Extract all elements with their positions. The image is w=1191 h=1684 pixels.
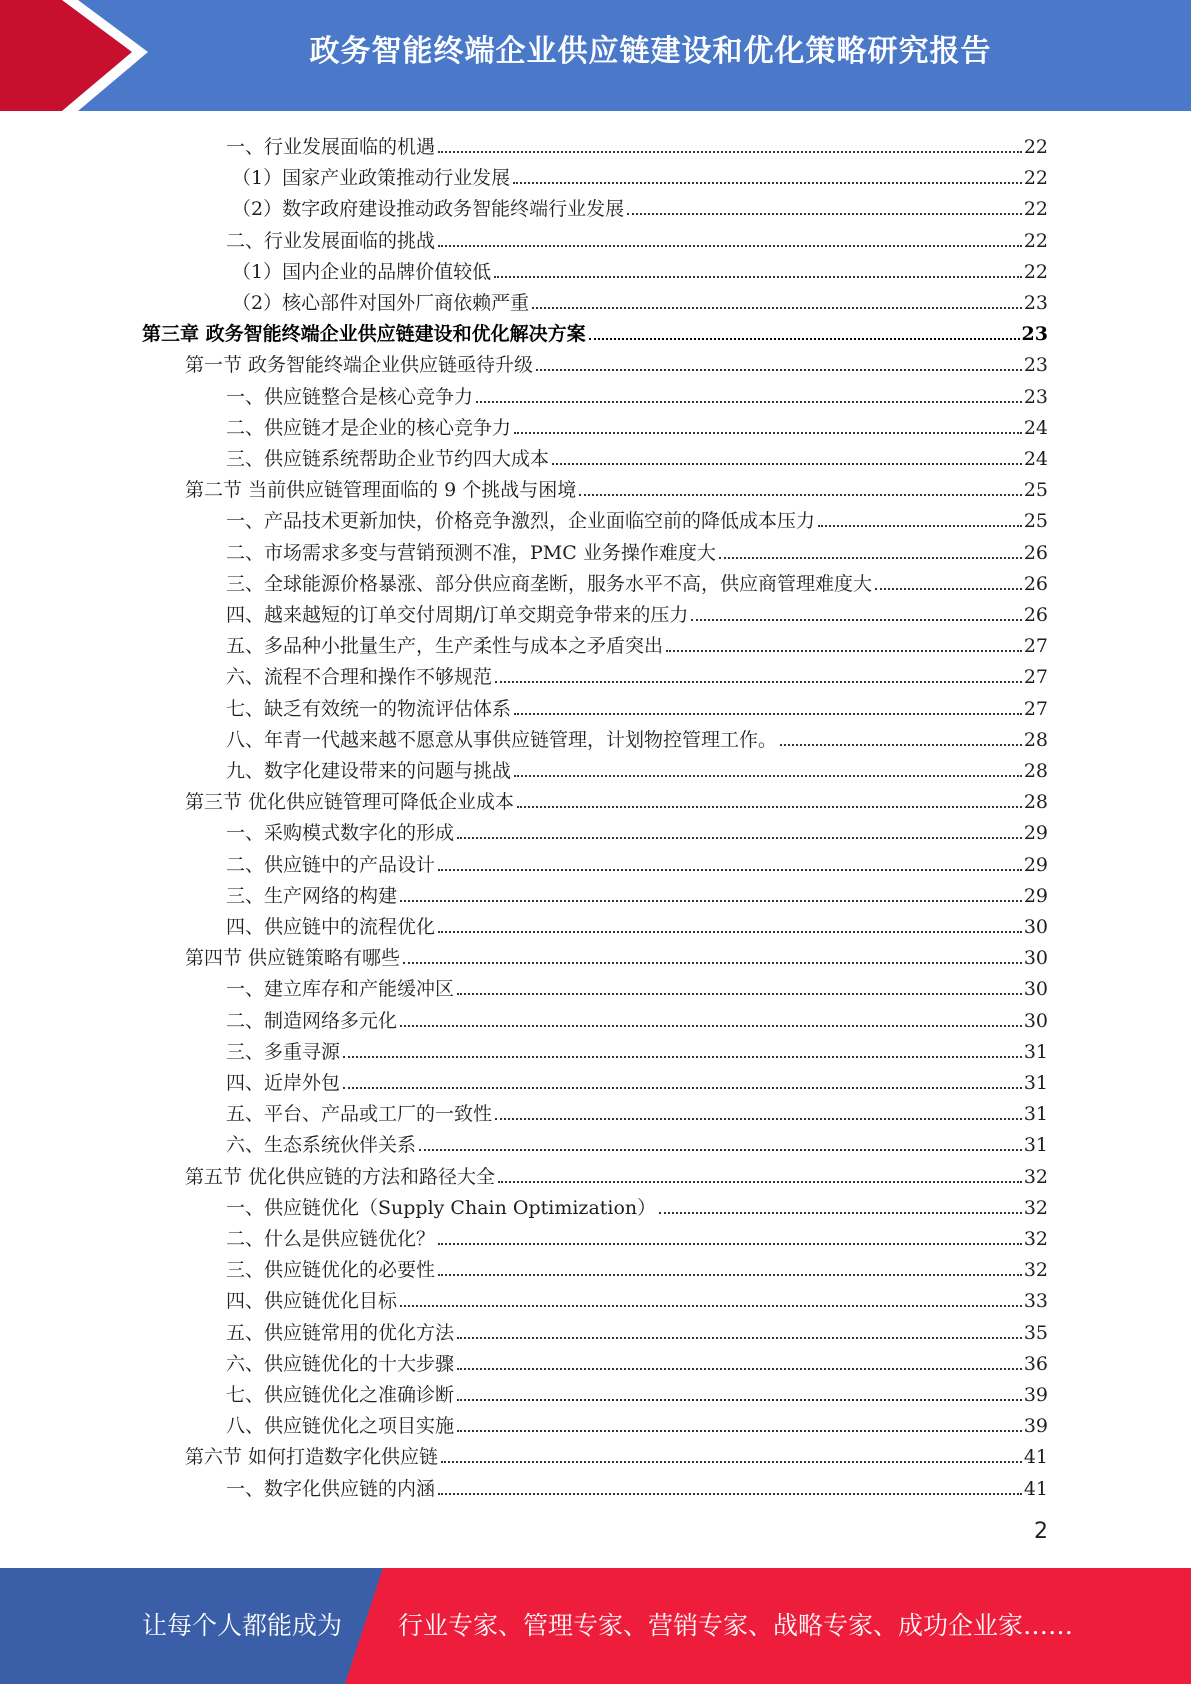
- toc-dot-leader: [659, 1212, 1022, 1214]
- toc-page-number: 26: [1023, 572, 1048, 595]
- toc-entry-label: 第五节 优化供应链的方法和路径大全: [185, 1165, 496, 1188]
- toc-entry-label: 一、供应链优化（Supply Chain Optimization）: [226, 1196, 657, 1219]
- toc-dot-leader: [400, 1025, 1022, 1027]
- toc-dot-leader: [419, 1149, 1022, 1151]
- toc-page-number: 23: [1021, 323, 1048, 346]
- toc-dot-leader: [438, 931, 1022, 933]
- toc-entry-label: 三、多重寻源: [226, 1040, 341, 1063]
- toc-dot-leader: [457, 1399, 1022, 1401]
- toc-item-entry[interactable]: [226, 1345, 1048, 1376]
- toc-item-entry[interactable]: [226, 1095, 1048, 1126]
- toc-page-number: 25: [1023, 510, 1048, 533]
- toc-dot-leader: [457, 1430, 1022, 1432]
- toc-dot-leader: [400, 1305, 1022, 1307]
- toc-item-entry[interactable]: [226, 1314, 1048, 1345]
- toc-dot-leader: [517, 806, 1022, 808]
- toc-dot-leader: [495, 1118, 1022, 1120]
- toc-entry-label: 一、建立库存和产能缓冲区: [226, 978, 455, 1001]
- toc-item-entry[interactable]: [232, 190, 1048, 221]
- toc-page-number: 30: [1023, 916, 1048, 938]
- toc-item-entry[interactable]: [226, 877, 1048, 908]
- toc-item-entry[interactable]: [232, 284, 1048, 315]
- toc-page-number: 28: [1023, 760, 1048, 782]
- toc-item-entry[interactable]: [226, 1407, 1048, 1438]
- toc-page-number: 26: [1023, 604, 1048, 626]
- toc-entry-label: 五、供应链常用的优化方法: [226, 1321, 455, 1344]
- toc-entry-label: 一、产品技术更新加快，价格竞争激烈，企业面临空前的降低成本压力: [226, 510, 816, 533]
- toc-dot-leader: [343, 1056, 1022, 1058]
- toc-entry-label: 四、越来越短的订单交付周期/订单交期竞争带来的压力: [226, 604, 689, 626]
- toc-item-entry[interactable]: [232, 159, 1048, 190]
- toc-dot-leader: [343, 1087, 1022, 1089]
- toc-dot-leader: [494, 276, 1022, 278]
- toc-item-entry[interactable]: [226, 1189, 1048, 1220]
- toc-page-number: 26: [1023, 541, 1048, 564]
- toc-item-entry[interactable]: [226, 690, 1048, 721]
- toc-page-number: 30: [1023, 947, 1048, 970]
- toc-dot-leader: [457, 837, 1022, 839]
- toc-page-number: 39: [1023, 1415, 1048, 1438]
- toc-section-entry[interactable]: [185, 939, 1048, 970]
- toc-dot-leader: [438, 245, 1022, 247]
- toc-dot-leader: [438, 1274, 1022, 1276]
- toc-item-entry[interactable]: [226, 846, 1048, 877]
- toc-page-number: 41: [1023, 1477, 1048, 1500]
- toc-dot-leader: [400, 900, 1022, 902]
- toc-entry-label: 二、供应链才是企业的核心竞争力: [226, 416, 512, 439]
- toc-item-entry[interactable]: [226, 1126, 1048, 1157]
- toc-entry-label: 第三节 优化供应链管理可降低企业成本: [185, 791, 515, 814]
- toc-page-number: 32: [1023, 1165, 1048, 1188]
- toc-page-number: 27: [1023, 666, 1048, 689]
- toc-item-entry[interactable]: [226, 814, 1048, 845]
- toc-page-number: 24: [1023, 416, 1048, 439]
- toc-dot-leader: [666, 650, 1022, 652]
- toc-item-entry[interactable]: [226, 1251, 1048, 1282]
- toc-page-number: 32: [1023, 1259, 1048, 1282]
- toc-item-entry[interactable]: [226, 658, 1048, 689]
- toc-entry-label: 一、行业发展面临的机遇: [226, 136, 436, 158]
- toc-item-entry[interactable]: [226, 1470, 1048, 1501]
- toc-dot-leader: [875, 588, 1022, 590]
- toc-chapter-entry[interactable]: [142, 315, 1048, 346]
- toc-page-number: 35: [1023, 1321, 1048, 1344]
- toc-page-number: 32: [1023, 1228, 1048, 1250]
- toc-entry-label: 三、全球能源价格暴涨、部分供应商垄断，服务水平不高，供应商管理难度大: [226, 572, 873, 595]
- toc-dot-leader: [780, 744, 1022, 746]
- toc-page-number: 28: [1023, 791, 1048, 814]
- toc-entry-label: 二、制造网络多元化: [226, 1009, 398, 1032]
- toc-entry-label: 一、采购模式数字化的形成: [226, 822, 455, 845]
- toc-dot-leader: [627, 213, 1022, 215]
- toc-dot-leader: [498, 1181, 1022, 1183]
- toc-page-number: 32: [1023, 1196, 1048, 1219]
- toc-page-number: 25: [1023, 479, 1048, 502]
- toc-entry-label: （2）数字政府建设推动政务智能终端行业发展: [232, 198, 625, 221]
- toc-item-entry[interactable]: [226, 128, 1048, 159]
- toc-entry-label: 九、数字化建设带来的问题与挑战: [226, 760, 512, 782]
- report-title: 政务智能终端企业供应链建设和优化策略研究报告: [309, 34, 992, 69]
- toc-dot-leader: [457, 1337, 1022, 1339]
- toc-page-number: 31: [1023, 1134, 1048, 1157]
- toc-entry-label: 六、生态系统伙伴关系: [226, 1134, 417, 1157]
- toc-item-entry[interactable]: [226, 627, 1048, 658]
- toc-entry-label: （2）核心部件对国外厂商依赖严重: [232, 292, 530, 314]
- toc-page-number: 29: [1023, 853, 1048, 876]
- toc-item-entry[interactable]: [226, 440, 1048, 471]
- toc-item-entry[interactable]: [226, 752, 1048, 783]
- toc-entry-label: 二、供应链中的产品设计: [226, 853, 436, 876]
- toc-dot-leader: [536, 369, 1022, 371]
- toc-item-entry[interactable]: [226, 1002, 1048, 1033]
- page-footer: [0, 1568, 1191, 1684]
- toc-entry-label: 八、供应链优化之项目实施: [226, 1415, 455, 1438]
- toc-item-entry[interactable]: [226, 1033, 1048, 1064]
- toc-item-entry[interactable]: [226, 1282, 1048, 1313]
- toc-page-number: 30: [1023, 1009, 1048, 1032]
- toc-entry-label: 八、年青一代越来越不愿意从事供应链管理，计划物控管理工作。: [226, 728, 778, 751]
- toc-page-number: 27: [1023, 697, 1048, 720]
- toc-item-entry[interactable]: [226, 222, 1048, 253]
- toc-page-number: 31: [1023, 1103, 1048, 1126]
- toc-dot-leader: [532, 307, 1022, 309]
- toc-entry-label: 二、什么是供应链优化？: [226, 1228, 436, 1250]
- toc-entry-label: 四、供应链中的流程优化: [226, 916, 436, 938]
- toc-item-entry[interactable]: [226, 970, 1048, 1001]
- toc-entry-label: 三、供应链优化的必要性: [226, 1259, 436, 1282]
- toc-item-entry[interactable]: [226, 502, 1048, 533]
- toc-page-number: 22: [1023, 260, 1048, 283]
- toc-dot-leader: [457, 993, 1022, 995]
- toc-entry-label: 七、供应链优化之准确诊断: [226, 1384, 455, 1406]
- toc-page-number: 23: [1023, 385, 1048, 408]
- toc-entry-label: 第三章 政务智能终端企业供应链建设和优化解决方案: [142, 323, 586, 346]
- toc-page-number: 30: [1023, 978, 1048, 1001]
- toc-section-entry[interactable]: [185, 346, 1048, 377]
- toc-entry-label: 一、数字化供应链的内涵: [226, 1477, 436, 1500]
- toc-page-number: 22: [1023, 167, 1048, 190]
- toc-dot-leader: [691, 619, 1021, 621]
- toc-entry-label: 第六节 如何打造数字化供应链: [185, 1446, 439, 1469]
- footer-slogan-right: 行业专家、管理专家、营销专家、战略专家、成功企业家……: [398, 1611, 1074, 1640]
- toc-entry-label: 六、供应链优化的十大步骤: [226, 1352, 455, 1375]
- toc-dot-leader: [579, 494, 1022, 496]
- toc-entry-label: 二、行业发展面临的挑战: [226, 229, 436, 252]
- toc-entry-label: 一、供应链整合是核心竞争力: [226, 385, 474, 408]
- toc-entry-label: （1）国内企业的品牌价值较低: [232, 260, 492, 283]
- toc-item-entry[interactable]: [226, 378, 1048, 409]
- toc-entry-label: 五、平台、产品或工厂的一致性: [226, 1103, 493, 1126]
- toc-dot-leader: [589, 338, 1020, 340]
- toc-entry-label: （1）国家产业政策推动行业发展: [232, 167, 511, 190]
- toc-page-number: 29: [1023, 884, 1048, 907]
- page-header: [0, 0, 1191, 111]
- toc-section-entry[interactable]: [185, 1438, 1048, 1469]
- toc-page-number: 24: [1023, 448, 1048, 470]
- toc-entry-label: 第二节 当前供应链管理面临的 9 个挑战与困境: [185, 479, 577, 502]
- toc-dot-leader: [457, 1368, 1022, 1370]
- toc-dot-leader: [438, 1493, 1022, 1495]
- toc-section-entry[interactable]: [185, 1158, 1048, 1189]
- toc-page-number: 36: [1023, 1352, 1048, 1375]
- toc-dot-leader: [441, 1461, 1022, 1463]
- toc-dot-leader: [514, 713, 1022, 715]
- toc-entry-label: 四、近岸外包: [226, 1072, 341, 1094]
- toc-item-entry[interactable]: [226, 409, 1048, 440]
- toc-page-number: 22: [1023, 136, 1048, 158]
- toc-item-entry[interactable]: [232, 253, 1048, 284]
- footer-slogan-left: 让每个人都能成为: [142, 1611, 343, 1640]
- toc-page-number: 27: [1023, 635, 1048, 658]
- toc-page-number: 23: [1023, 354, 1048, 377]
- toc-item-entry[interactable]: [226, 1220, 1048, 1251]
- toc-dot-leader: [513, 182, 1022, 184]
- toc-entry-label: 五、多品种小批量生产，生产柔性与成本之矛盾突出: [226, 635, 664, 658]
- toc-dot-leader: [438, 151, 1022, 153]
- toc-entry-label: 四、供应链优化目标: [226, 1290, 398, 1313]
- toc-page-number: 23: [1023, 292, 1048, 314]
- toc-item-entry[interactable]: [226, 721, 1048, 752]
- toc-dot-leader: [818, 525, 1022, 527]
- toc-page-number: 22: [1023, 229, 1048, 252]
- toc-item-entry[interactable]: [226, 534, 1048, 565]
- toc-dot-leader: [514, 432, 1022, 434]
- toc-entry-label: 二、市场需求多变与营销预测不准，PMC 业务操作难度大: [226, 541, 716, 564]
- toc-dot-leader: [438, 1243, 1022, 1245]
- toc-page-number: 31: [1023, 1072, 1048, 1094]
- toc-item-entry[interactable]: [226, 1064, 1048, 1095]
- toc-entry-label: 三、供应链系统帮助企业节约四大成本: [226, 448, 550, 470]
- toc-item-entry[interactable]: [226, 565, 1048, 596]
- toc-entry-label: 第一节 政务智能终端企业供应链亟待升级: [185, 354, 534, 377]
- toc-dot-leader: [476, 401, 1022, 403]
- toc-dot-leader: [552, 463, 1022, 465]
- toc-item-entry[interactable]: [226, 596, 1048, 627]
- toc-dot-leader: [719, 557, 1022, 559]
- toc-page-number: 39: [1023, 1384, 1048, 1406]
- toc-item-entry[interactable]: [226, 908, 1048, 939]
- toc-page-number: 41: [1023, 1446, 1048, 1469]
- toc-section-entry[interactable]: [185, 471, 1048, 502]
- toc-section-entry[interactable]: [185, 783, 1048, 814]
- toc-entry-label: 三、生产网络的构建: [226, 884, 398, 907]
- toc-dot-leader: [438, 869, 1022, 871]
- page-number: 2: [1034, 1519, 1048, 1544]
- toc-dot-leader: [403, 962, 1022, 964]
- toc-page-number: 29: [1023, 822, 1048, 845]
- toc-page-number: 33: [1023, 1290, 1048, 1313]
- toc-entry-label: 六、流程不合理和操作不够规范: [226, 666, 493, 689]
- toc-dot-leader: [514, 775, 1022, 777]
- toc-page-number: 31: [1023, 1040, 1048, 1063]
- toc-dot-leader: [495, 681, 1022, 683]
- toc-entry-label: 第四节 供应链策略有哪些: [185, 947, 401, 970]
- toc-entry-label: 七、缺乏有效统一的物流评估体系: [226, 697, 512, 720]
- toc-page-number: 22: [1023, 198, 1048, 221]
- toc-page-number: 28: [1023, 728, 1048, 751]
- toc-item-entry[interactable]: [226, 1376, 1048, 1407]
